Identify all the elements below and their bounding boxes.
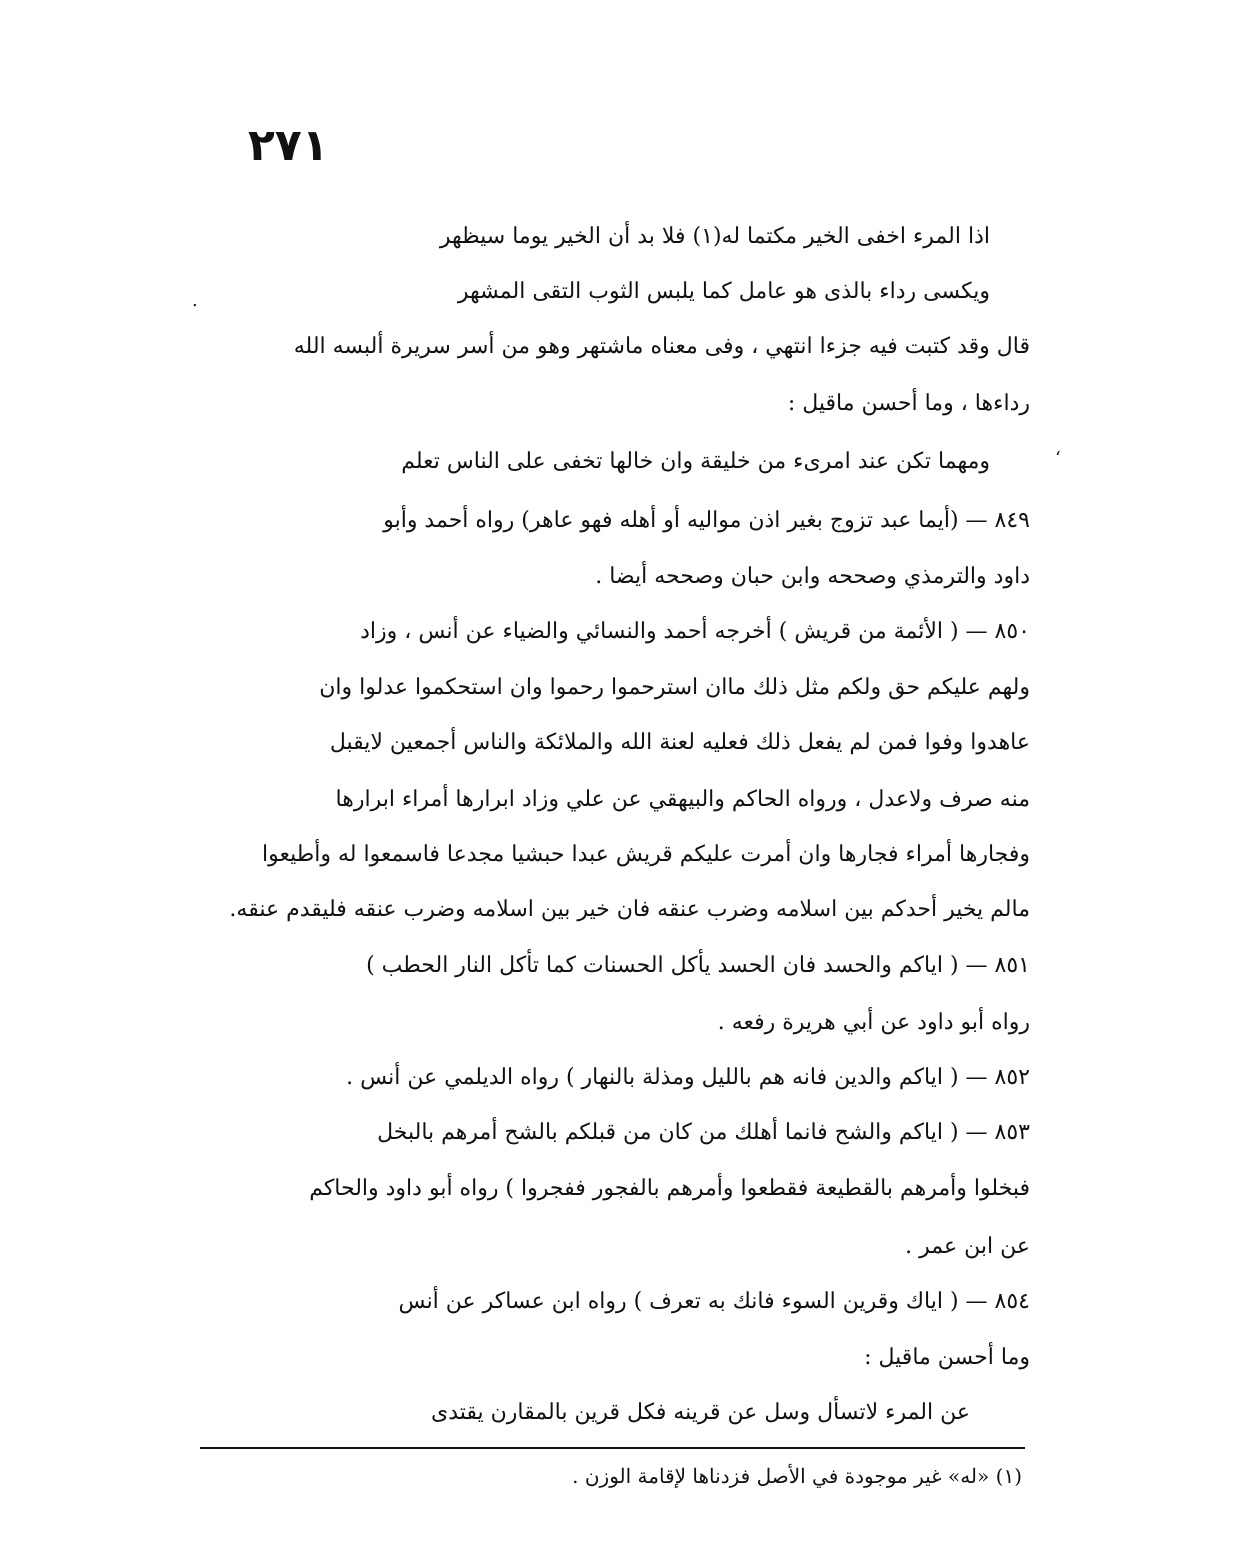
verse-line: ويكسى رداء بالذى هو عامل كما يلبس الثوب التقى المشهر xyxy=(457,279,990,304)
text-line: منه صرف ولاعدل ، ورواه الحاكم والبيهقي عن علي وزاد ابرارها أمراء ابرارها xyxy=(335,787,1030,812)
text-line: رداءها ، وما أحسن ماقيل : xyxy=(787,391,1030,416)
text-line: مالم يخير أحدكم بين اسلامه وضرب عنقه فان خير بين اسلامه وضرب عنقه فليقدم عنقه. xyxy=(229,897,1030,922)
hadith-852: ٨٥٢ — ( اياكم والدين فانه هم بالليل ومذلة بالنهار ) رواه الديلمي عن أنس . xyxy=(346,1065,1030,1090)
text-line: وما أحسن ماقيل : xyxy=(864,1345,1030,1370)
hadith-851: ٨٥١ — ( اياكم والحسد فان الحسد يأكل الحسنات كما تأكل النار الحطب ) xyxy=(366,953,1030,978)
text-line: عن ابن عمر . xyxy=(905,1234,1030,1259)
text-line: فبخلوا وأمرهم بالقطيعة فقطعوا وأمرهم بالفجور ففجروا ) رواه أبو داود والحاكم xyxy=(309,1176,1030,1201)
hadith-854: ٨٥٤ — ( اياك وقرين السوء فانك به تعرف ) رواه ابن عساكر عن أنس xyxy=(398,1289,1030,1314)
verse-line: عن المرء لاتسأل وسل عن قرينه فكل قرين بالمقارن يقتدى xyxy=(431,1400,970,1425)
footnote: (١) «له» غير موجودة في الأصل فزدناها لإقامة الوزن . xyxy=(572,1464,1022,1488)
stray-mark: . xyxy=(192,290,198,311)
text-line: وفجارها أمراء فجارها وان أمرت عليكم قريش عبدا حبشيا مجدعا فاسمعوا له وأطيعوا xyxy=(262,842,1030,867)
text-line: ولهم عليكم حق ولكم مثل ذلك ماان استرحموا رحموا وان استحكموا عدلوا وان xyxy=(319,675,1030,700)
hadith-850: ٨٥٠ — ( الأئمة من قريش ) أخرجه أحمد والنسائي والضياء عن أنس ، وزاد xyxy=(360,619,1030,644)
page-number: ٢٧١ xyxy=(248,120,329,171)
hadith-853: ٨٥٣ — ( اياكم والشح فانما أهلك من كان من قبلكم بالشح أمرهم بالبخل xyxy=(377,1120,1030,1145)
stray-mark: ‘ xyxy=(1055,448,1061,469)
text-line: قال وقد كتبت فيه جزءا انتهي ، وفى معناه ماشتهر وهو من أسر سريرة ألبسه الله xyxy=(293,334,1030,359)
text-line: عاهدوا وفوا فمن لم يفعل ذلك فعليه لعنة الله والملائكة والناس أجمعين لايقبل xyxy=(329,730,1030,755)
footnote-divider xyxy=(200,1447,1025,1449)
text-line: رواه أبو داود عن أبي هريرة رفعه . xyxy=(717,1010,1030,1035)
verse-line: اذا المرء اخفى الخير مكتما له(١) فلا بد أن الخير يوما سيظهر xyxy=(439,224,990,249)
text-line: داود والترمذي وصححه وابن حبان وصححه أيضا . xyxy=(595,564,1030,589)
verse-line: ومهما تكن عند امرىء من خليقة وان خالها تخفى على الناس تعلم xyxy=(401,449,990,474)
page-body xyxy=(205,0,1030,1440)
hadith-849: ٨٤٩ — (أيما عبد تزوج بغير اذن مواليه أو أهله فهو عاهر) رواه أحمد وأبو xyxy=(383,508,1030,533)
